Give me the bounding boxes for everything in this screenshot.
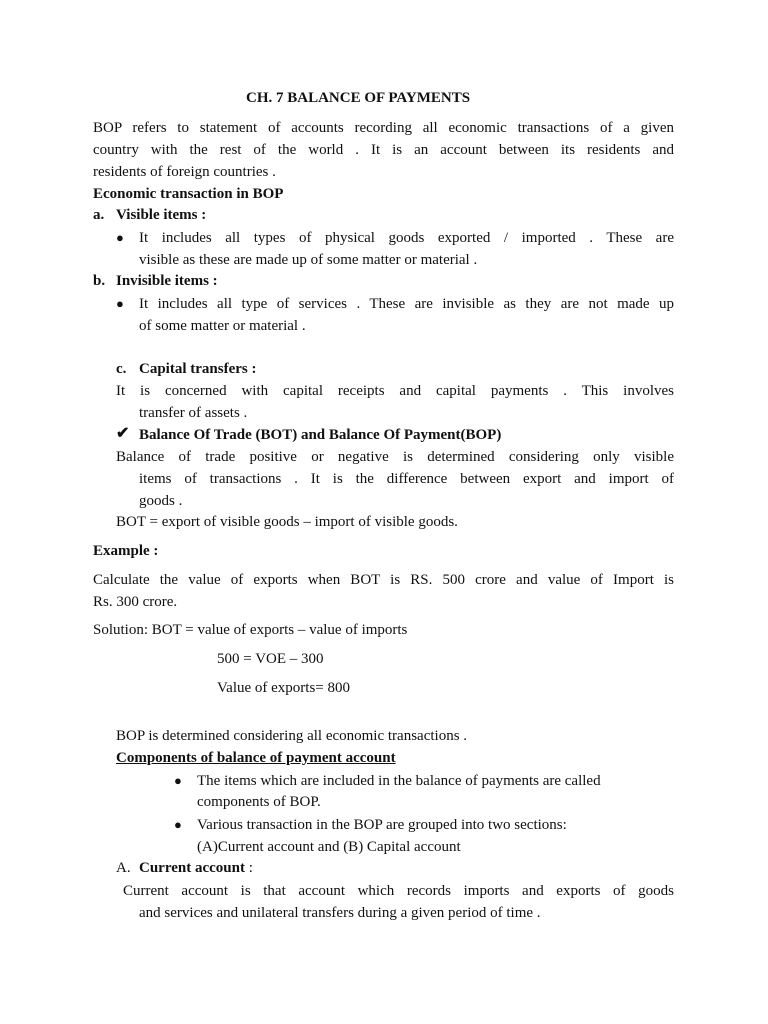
list-marker-c: c. bbox=[116, 361, 127, 377]
example-line-1: Calculate the value of exports when BOT is RS. 500 crore and value of Import is bbox=[93, 572, 674, 588]
current-account-label: Current account bbox=[139, 860, 245, 876]
visible-items-line-2: visible as these are made up of some matter or material . bbox=[139, 252, 478, 268]
list-marker-a: a. bbox=[93, 207, 105, 223]
invisible-items-line-1: It includes all type of services . These are invisible as they are not made up bbox=[139, 296, 674, 312]
capital-transfers-line-1: It is concerned with capital receipts and capital payments . This involves bbox=[116, 383, 674, 399]
components-bullet-2-line-2: (A)Current account and (B) Capital account bbox=[197, 839, 461, 855]
bot-text-line-2: items of transactions . It is the difference between export and import of bbox=[139, 471, 674, 487]
visible-items-line-1: It includes all types of physical goods exported / imported . These are bbox=[139, 230, 674, 246]
heading-example: Example : bbox=[93, 543, 159, 559]
example-line-2: Rs. 300 crore. bbox=[93, 594, 178, 610]
bop-determined-text: BOP is determined considering all economic transactions . bbox=[116, 728, 468, 744]
components-bullet-1-line-1: The items which are included in the balance of payments are called bbox=[197, 773, 601, 789]
solution-line-3: Value of exports= 800 bbox=[217, 680, 351, 696]
heading-invisible-items: Invisible items : bbox=[116, 273, 218, 289]
bullet-icon: ● bbox=[116, 230, 124, 245]
bot-formula: BOT = export of visible goods – import of visible goods. bbox=[116, 514, 458, 530]
bullet-icon: ● bbox=[116, 296, 124, 311]
list-marker-A: A. bbox=[116, 860, 131, 876]
heading-current-account bbox=[139, 858, 253, 878]
current-account-line-1: Current account is that account which records imports and exports of goods bbox=[123, 883, 674, 899]
components-bullet-1-line-2: components of BOP. bbox=[197, 794, 321, 810]
intro-line-2: country with the rest of the world . It is an account between its residents and bbox=[93, 142, 674, 158]
bullet-icon: ● bbox=[174, 817, 182, 832]
intro-line-1: BOP refers to statement of accounts recording all economic transactions of a given bbox=[93, 120, 674, 136]
list-marker-b: b. bbox=[93, 273, 106, 289]
intro-line-3: residents of foreign countries . bbox=[93, 164, 276, 180]
page-title: CH. 7 BALANCE OF PAYMENTS bbox=[246, 90, 471, 106]
checkmark-icon: ✔ bbox=[116, 425, 130, 442]
bot-text-line-1: Balance of trade positive or negative is determined considering only visible bbox=[116, 449, 674, 465]
invisible-items-line-2: of some matter or material . bbox=[139, 318, 306, 334]
heading-visible-items: Visible items : bbox=[116, 207, 207, 223]
heading-bot-bop: Balance Of Trade (BOT) and Balance Of Payment(BOP) bbox=[139, 427, 502, 443]
current-account-line-2: and services and unilateral transfers during a given period of time . bbox=[139, 905, 541, 921]
current-account-colon: : bbox=[244, 860, 253, 876]
bot-text-line-3: goods . bbox=[139, 493, 183, 509]
solution-line-1: Solution: BOT = value of exports – value of imports bbox=[93, 622, 408, 638]
heading-capital-transfers: Capital transfers : bbox=[139, 361, 257, 377]
solution-line-2: 500 = VOE – 300 bbox=[217, 651, 324, 667]
capital-transfers-line-2: transfer of assets . bbox=[139, 405, 248, 421]
heading-components: Components of balance of payment account bbox=[116, 750, 396, 766]
section-heading-economic-transactions: Economic transaction in BOP bbox=[93, 186, 284, 202]
components-bullet-2-line-1: Various transaction in the BOP are grouped into two sections: bbox=[197, 817, 567, 833]
bullet-icon: ● bbox=[174, 773, 182, 788]
